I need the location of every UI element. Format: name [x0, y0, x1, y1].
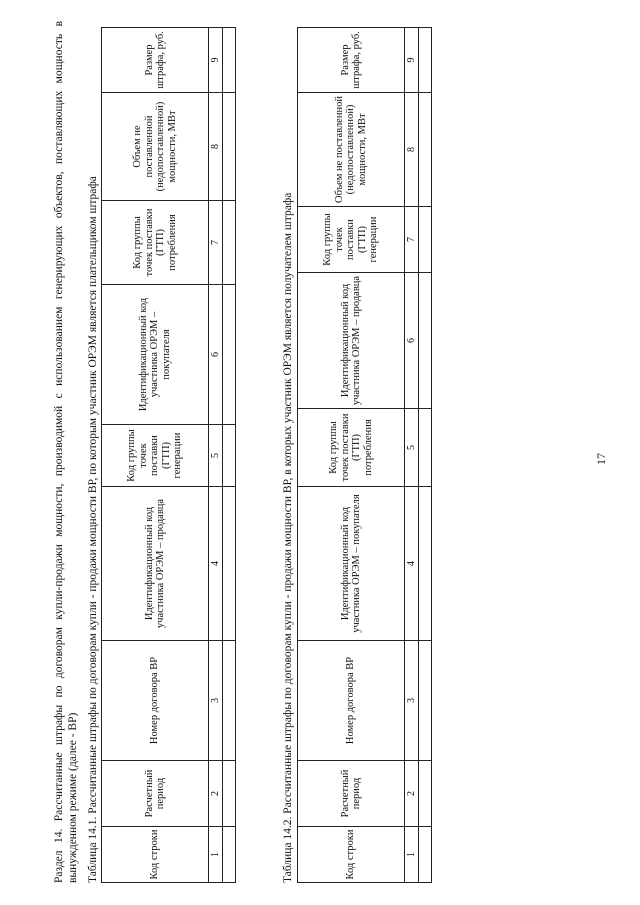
table2-number-cell: 9 — [405, 28, 419, 93]
table1-number-cell: 7 — [209, 201, 223, 285]
table2-header-cell: Расчетный период — [298, 761, 405, 827]
table1-number-row — [209, 28, 223, 883]
table1-header-row — [102, 28, 209, 883]
table1-empty-row — [223, 28, 236, 883]
table2-header-row — [298, 28, 405, 883]
table2-number-cell: 1 — [405, 827, 419, 883]
table2-header-cell: Идентификационный код участника ОРЭМ – покупателя — [298, 487, 405, 641]
table1-number-cell: 6 — [209, 285, 223, 425]
table1-number-cell: 4 — [209, 487, 223, 641]
table1-number-cell: 9 — [209, 28, 223, 93]
table2-number-cell: 6 — [405, 273, 419, 409]
table2-number-cell: 5 — [405, 409, 419, 487]
table1-header-cell: Код группы точек поставки (ГТП) потребления — [102, 201, 209, 285]
table1-caption: Таблица 14.1. Рассчитанные штрафы по договорам купли - продажи мощности ВР, по которым участник ОРЭМ является плательщиком штрафа — [87, 176, 99, 883]
table2-number-cell: 4 — [405, 487, 419, 641]
table1-header-cell: Код группы точек поставки (ГТП) генерации — [102, 425, 209, 487]
table2-number-cell: 2 — [405, 761, 419, 827]
page-number: 17 — [594, 453, 608, 465]
table2-number-cell: 7 — [405, 207, 419, 273]
table1-number-cell: 8 — [209, 93, 223, 201]
table1-header-cell: Размер штрафа, руб. — [102, 28, 209, 93]
table2-header-cell: Код строки — [298, 827, 405, 883]
table2-caption: Таблица 14.2. Рассчитанные штрафы по договорам купли - продажи мощности ВР, в которых участник ОРЭМ является получателем штрафа — [282, 192, 294, 883]
table1-header-cell: Расчетный период — [102, 761, 209, 827]
table2 — [297, 27, 432, 883]
table1-number-cell: 3 — [209, 641, 223, 761]
table2-empty-row — [419, 28, 432, 883]
table2-header-cell: Код группы точек поставки (ГТП) генерации — [298, 207, 405, 273]
table2-header-cell: Код группы точек поставки (ГТП) потребления — [298, 409, 405, 487]
table2-header-cell: Объем не поставленной (недопоставленной) мощности, МВт — [298, 93, 405, 207]
table2-number-cell: 8 — [405, 93, 419, 207]
table1-header-cell: Номер договора ВР — [102, 641, 209, 761]
table2-header-cell: Размер штрафа, руб. — [298, 28, 405, 93]
table1-header-cell: Объем не поставленной (недопоставленной) мощности, МВт — [102, 93, 209, 201]
table1-header-cell: Идентификационный код участника ОРЭМ – продавца — [102, 487, 209, 641]
table1-number-cell: 1 — [209, 827, 223, 883]
table2-number-cell: 3 — [405, 641, 419, 761]
table1 — [101, 27, 236, 883]
table1-header-cell: Код строки — [102, 827, 209, 883]
table2-header-cell: Идентификационный код участника ОРЭМ – продавца — [298, 273, 405, 409]
table1-number-cell: 2 — [209, 761, 223, 827]
section-heading: Раздел 14. Рассчитанные штрафы по договорам купли-продажи мощности, производимой с использованием генерирующих объектов, поставляющих мощность в вынужденном режиме (далее - ВР) — [53, 21, 79, 883]
table2-number-row — [405, 28, 419, 883]
table2-header-cell: Номер договора ВР — [298, 641, 405, 761]
table1-number-cell: 5 — [209, 425, 223, 487]
table1-header-cell: Идентификационный код участника ОРЭМ – покупателя — [102, 285, 209, 425]
